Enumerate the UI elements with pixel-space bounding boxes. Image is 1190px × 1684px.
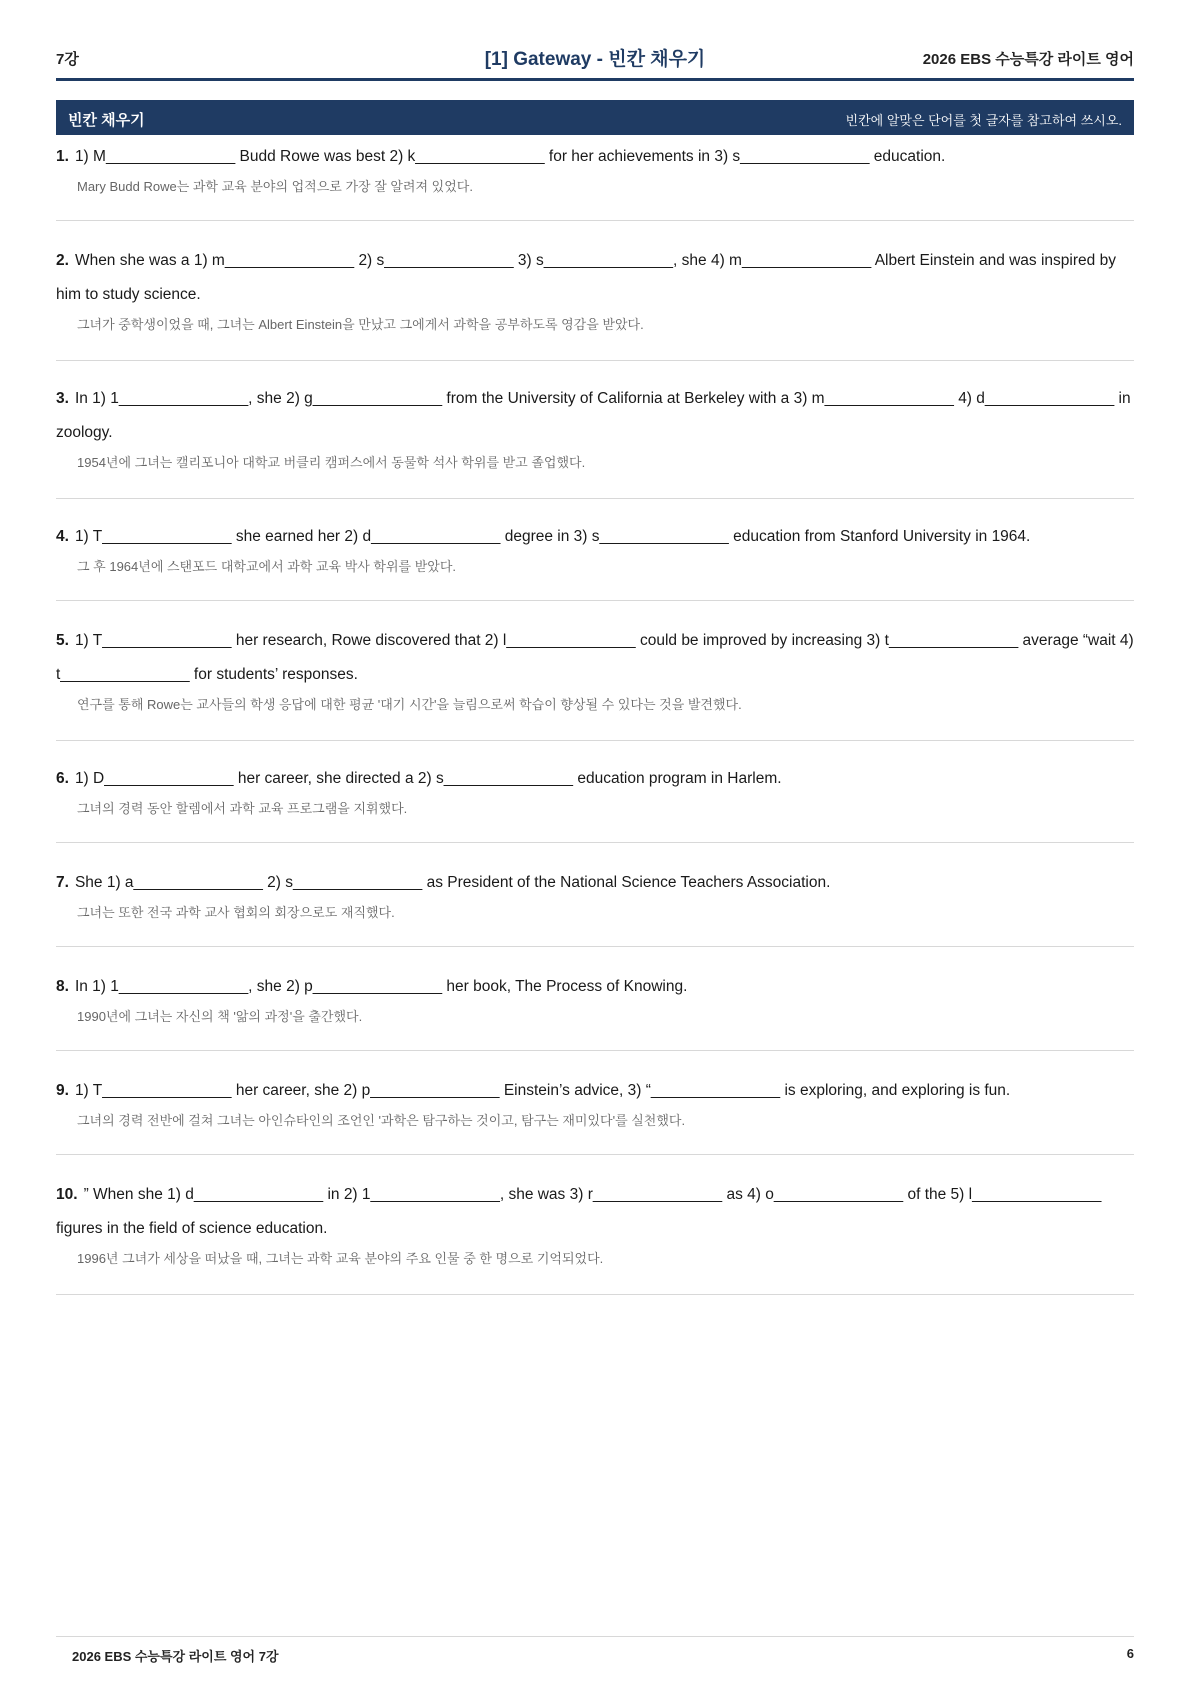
question-text: 1) T_______________ her career, she 2) p_______________ Einstein’s advice, 3) “_______________ is exploring, and exploring is fun. — [74, 1082, 1011, 1099]
question-item — [56, 970, 1134, 1051]
question-number: 6. — [56, 770, 69, 787]
lesson-label: 7강 — [56, 51, 79, 68]
question-text: When she was a 1) m_______________ 2) s_______________ 3) s_______________, she 4) m_______________ Albert Einstein and was inspired by him to study science. — [56, 252, 1116, 303]
question-number: 8. — [56, 978, 69, 995]
question-text: 1) T_______________ her research, Rowe discovered that 2) l_______________ could be improved by increasing 3) t_______________ average “wait 4) t_______________ for students’ responses. — [56, 632, 1134, 683]
question-item — [56, 624, 1134, 741]
question-number: 7. — [56, 874, 69, 891]
question-number: 10. — [56, 1186, 78, 1203]
question-number: 5. — [56, 632, 69, 649]
question-text: In 1) 1_______________, she 2) p_______________ her book, The Process of Knowing. — [74, 978, 688, 995]
question-item — [56, 762, 1134, 843]
question-text: She 1) a_______________ 2) s_______________ as President of the National Science Teachers Association. — [74, 874, 831, 891]
question-translation: 1996년 그녀가 세상을 떠났을 때, 그녀는 과학 교육 분야의 주요 인물 중 한 명으로 기억되었다. — [77, 1251, 604, 1266]
section-bar — [56, 100, 1134, 135]
question-text: ” When she 1) d_______________ in 2) 1_______________, she was 3) r_______________ as 4) o_______________ of the 5) l_______________ figures in the field of science education. — [56, 1186, 1102, 1237]
question-translation: 연구를 통해 Rowe는 교사들의 학생 응답에 대한 평균 '대기 시간'을 늘림으로써 학습이 향상될 수 있다는 것을 발견했다. — [77, 697, 742, 712]
question-item — [56, 244, 1134, 361]
question-translation: 그 후 1964년에 스탠포드 대학교에서 과학 교육 박사 학위를 받았다. — [77, 559, 456, 574]
footer-divider — [56, 1636, 1134, 1637]
book-title: 2026 EBS 수능특강 라이트 영어 — [922, 51, 1134, 68]
question-number: 4. — [56, 528, 69, 545]
question-number: 1. — [56, 148, 69, 165]
question-item — [56, 866, 1134, 947]
question-translation: 그녀는 또한 전국 과학 교사 협회의 회장으로도 재직했다. — [77, 905, 395, 920]
question-item — [56, 1178, 1134, 1295]
question-translation: 1990년에 그녀는 자신의 책 '앎의 과정'을 출간했다. — [77, 1009, 363, 1024]
question-translation: Mary Budd Rowe는 과학 교육 분야의 업적으로 가장 잘 알려져 있었다. — [77, 179, 473, 194]
section-title: 빈칸 채우기 — [68, 112, 145, 129]
question-number: 9. — [56, 1082, 69, 1099]
question-translation: 그녀의 경력 전반에 걸쳐 그녀는 아인슈타인의 조언인 '과학은 탐구하는 것이고, 탐구는 재미있다'를 실천했다. — [77, 1113, 686, 1128]
question-number: 2. — [56, 252, 69, 269]
section-instruction: 빈칸에 알맞은 단어를 첫 글자를 참고하여 쓰시오. — [845, 113, 1122, 128]
question-item — [56, 520, 1134, 601]
question-item — [56, 1074, 1134, 1155]
question-text: 1) T_______________ she earned her 2) d_______________ degree in 3) s_______________ education from Stanford University in 1964. — [74, 528, 1031, 545]
question-text: 1) M_______________ Budd Rowe was best 2) k_______________ for her achievements in 3) s_______________ education. — [74, 148, 946, 165]
question-translation: 그녀의 경력 동안 할렘에서 과학 교육 프로그램을 지휘했다. — [77, 801, 408, 816]
question-translation: 그녀가 중학생이었을 때, 그녀는 Albert Einstein을 만났고 그에게서 과학을 공부하도록 영감을 받았다. — [77, 317, 644, 332]
page-number: 6 — [1126, 1646, 1134, 1661]
question-number: 3. — [56, 390, 69, 407]
question-item — [56, 140, 1134, 221]
page-title: [1] Gateway - 빈칸 채우기 — [484, 49, 706, 70]
page-header — [56, 44, 1134, 81]
question-text: 1) D_______________ her career, she directed a 2) s_______________ education program in Harlem. — [74, 770, 782, 787]
footer-book-lesson: 2026 EBS 수능특강 라이트 영어 7강 — [72, 1649, 279, 1664]
question-translation: 1954년에 그녀는 캘리포니아 대학교 버클리 캠퍼스에서 동물학 석사 학위를 받고 졸업했다. — [77, 455, 586, 470]
question-text: In 1) 1_______________, she 2) g_______________ from the University of California at Berkeley with a 3) m_______________ 4) d_______________ in zoology. — [56, 390, 1131, 441]
question-item — [56, 382, 1134, 499]
